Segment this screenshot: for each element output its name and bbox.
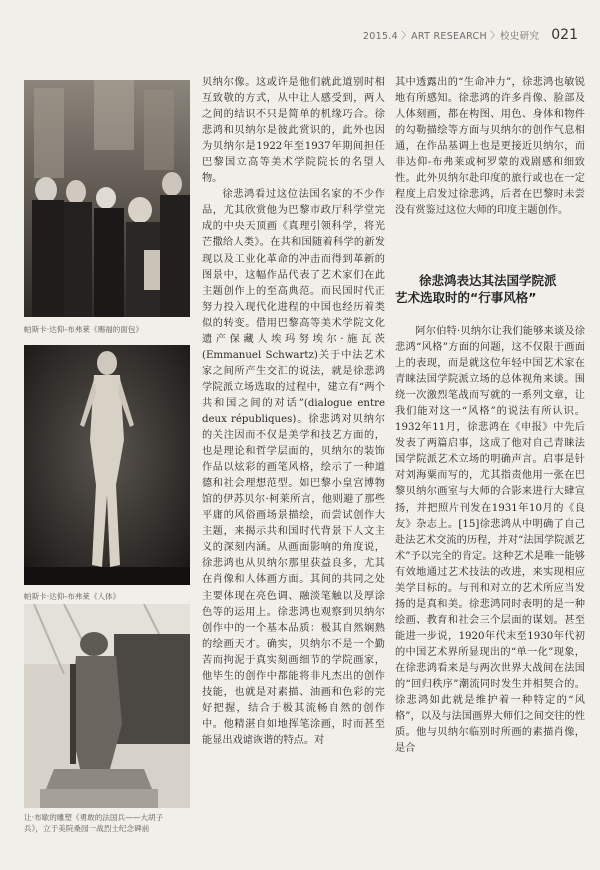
caption-photo3-line1: 让·布歇的雕塑《勇敢的法国兵——大胡子 xyxy=(24,813,164,822)
body-column-2-bottom xyxy=(395,324,585,757)
body-column-2-top xyxy=(395,75,585,219)
section-heading xyxy=(395,272,585,306)
photo-soldier-statue xyxy=(24,604,190,808)
caption-photo2: 帕斯卡·达仰-布弗莱《人体》 xyxy=(24,592,121,601)
page-number: 021 xyxy=(551,27,578,43)
paragraph: 阿尔伯特·贝纳尔让我们能够来谈及徐悲鸿“风格”方面的问题，这不仅限于画面上的表现，而是就这位年轻中国艺术家在青睐法国学院派立场的总体视角来谈。围绕一次激烈笔战而写就的一系列文章，让我们能对这一“风格”的说法有所认识。1932年11月，徐悲鸿在《申报》中先后发表了两篇启事，这成了他对自己青睐法国学院派艺术立场的明确声言。启事是针对刘海粟而写的，尤其指责他用一张在巴黎贝纳尔画室与大师的合影来进行大肆宣扬，并把照片刊发在1931年10月的《良友》杂志上。[15]徐悲鸿从中明确了自己赴法艺术交流的历程，并对“法国学院派艺术”予以完全的肯定。这种艺术是唯一能够有效地通过艺术技法的改进，来实现相应美学目标的。与刊和对立的艺术所应当发扬的是真和美。徐悲鸿同时表明的是一种绘画、教育和社会三个层面的谋划。甚至能进一步说，1920年代末至1930年代初的中国艺术界所显现出的“单一化”现象，在徐悲鸿看来是与两次世界大战间在法国的“回归秩序”潮流同时发生并相契合的。徐悲鸿如此就是维护着一种特定的“风格”，以及与法国画界大师们之间交往的性质。他与贝纳尔临别时所画的素描肖像，是合 xyxy=(395,326,585,755)
photo-nude xyxy=(24,345,190,585)
caption-photo1: 帕斯卡·达仰-布弗莱《赐福的面包》 xyxy=(24,325,144,334)
photo-soldier-statue-image xyxy=(24,604,190,808)
paragraph: 其中透露出的“生命冲力”，徐悲鸿也敏锐地有所感知。徐悲鸿的许多肖像、脸部及人体刻画，都在构图、用色、身体和物件的勾勒描绘等方面与贝纳尔的创作气息相通，在作品基调上也是更接近贝纳尔，而非达仰-布弗莱或柯罗蒙的戏剧感和细致性。此外贝纳尔赴印度的旅行或也在一定程度上启发过徐悲鸿，后者在巴黎时未尝没有赏鉴过这位大师的印度主题创作。 xyxy=(395,77,585,217)
photo-blessed-bread-image xyxy=(24,80,190,317)
photo-blessed-bread xyxy=(24,80,190,317)
caption-photo3-line2: 兵》，立于美院桑园一战烈士纪念碑前 xyxy=(24,824,150,833)
section-heading-line1: 徐悲鸿表达其法国学院派 xyxy=(419,273,557,288)
caption-photo3 xyxy=(24,812,163,834)
paragraph: 徐悲鸿看过这位法国名家的不少作品，尤其欣赏他为巴黎市政厅科学堂完成的中央天顶画《真理引领科学，将光芒撒给人类》。在共和国随着科学的新发现以及工业化革命的冲击而得到革新的图景中，这幅作品代表了艺术家们在此主题创作上的至高典范。而民国时代正努力投入现代化进程的中国也经历着类似的转变。借用巴黎高等美术学院文化遗产保藏人埃玛努埃尔·施瓦茨(Emmanuel Schwartz)关于中法艺术家之间所产生交汇的说法，就是徐悲鸿学院派立场选取的过程中，建立有“两个共和国之间的对话”(dialogue entre deux républiques)。徐悲鸿对贝纳尔的关注因而不仅是美学和技艺方面的，也是理论和哲学层面的，贝纳尔的装饰作品以炫彩的画笔风格，绘示了一种道德和社会理想范型。如巴黎小皇宫博物馆的伊苏贝尔·柯莱所言，他则避了那些平庸的风俗画场景描绘，而尝试创作大主题，来揭示共和国时代背景下人文主义的深刻内涵。从画面影响的角度说，徐悲鸿也从贝纳尔那里获益良多，尤其在肖像和人体画方面。其间的共同之处主要体现在亮色调、融淡笔触以及厚涂色等的运用上。徐悲鸿也观察到贝纳尔创作中的一个基本品质：极其自然娴熟的绘画天才。确实，贝纳尔不是一个勤苦而拘泥于真实刻画细节的学院画家，他毕生的创作中都能将非凡杰出的创作技能，也就是对素描、油画和色彩的完好把握，结合于极其流畅自然的创作中。他精湛自如地挥笔涂画，时而甚至能显出戏谑诙谐的特点。对 xyxy=(202,189,385,746)
photo-nude-image xyxy=(24,345,190,585)
page-header xyxy=(363,26,578,44)
paragraph: 贝纳尔像。这或许是他们就此道别时相互致敬的方式，从中让人感受到，两人之间的结识不只是简单的机缘巧合。徐悲鸿和贝纳尔是彼此赏识的，此外也因为贝纳尔是1922年至1937年期间担任巴黎国立高等美术学院院长的名望人物。 xyxy=(202,77,385,185)
running-header: 2015.4 〉ART RESEARCH 〉校史研究 xyxy=(362,31,540,42)
body-column-1 xyxy=(202,75,385,749)
section-heading-line2: 艺术选取时的“行事风格” xyxy=(395,290,537,305)
